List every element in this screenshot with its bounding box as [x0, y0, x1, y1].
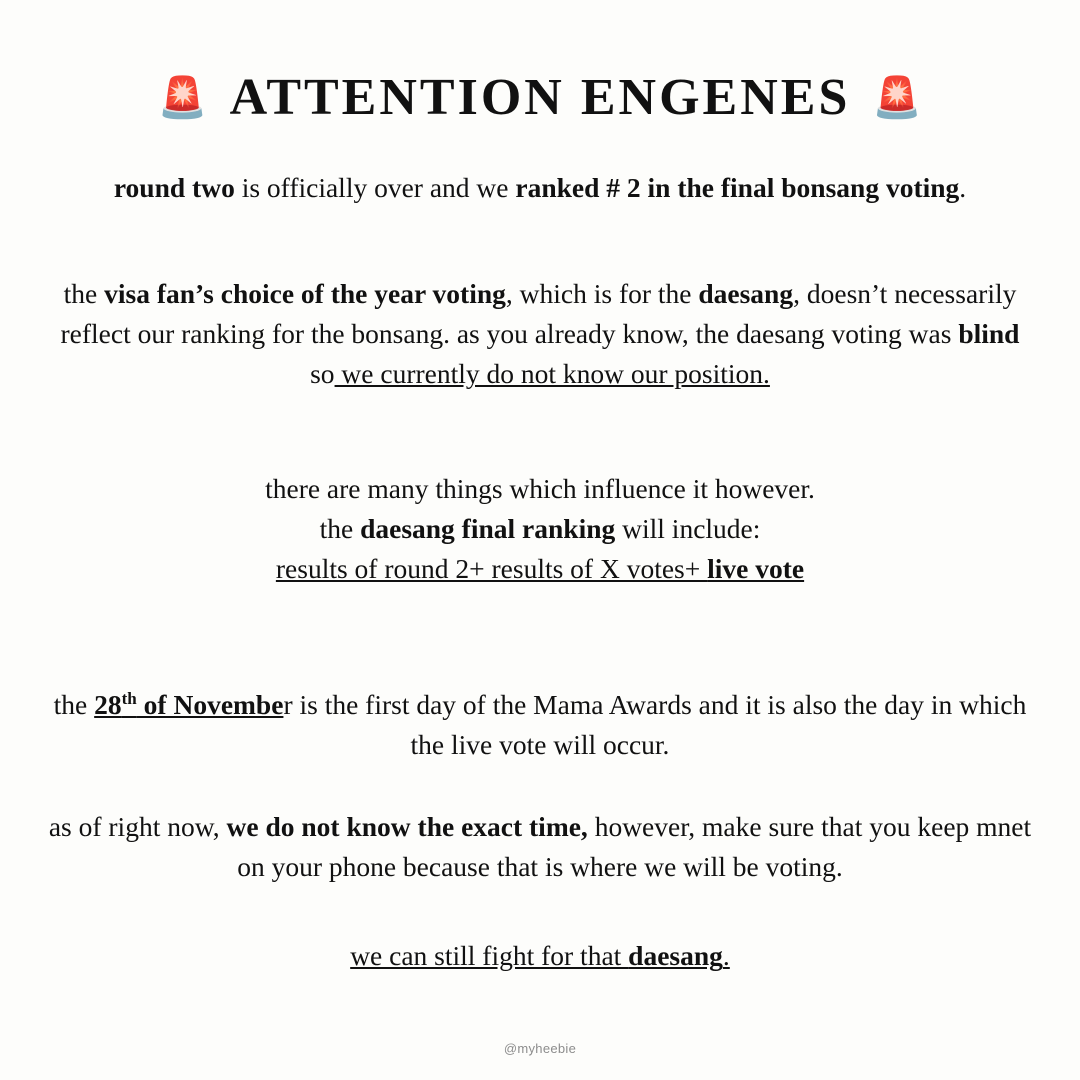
paragraph-closing-underline	[350, 940, 730, 971]
paragraph-visa-voting	[18, 274, 1062, 394]
footer-handle: @myheebie	[503, 1041, 577, 1056]
siren-light-icon-left: 🚨	[157, 75, 208, 120]
paragraph-ranking-factors	[46, 469, 1034, 589]
paragraph-visa-text-1: the	[63, 278, 105, 310]
paragraph-result-bold-rank: ranked # 2 in the final bonsang voting	[515, 172, 960, 203]
paragraph-closing-bold-daesang: daesang	[628, 939, 723, 971]
paragraph-result-bold-round-two: round two	[113, 172, 235, 203]
paragraph-date	[24, 685, 1056, 765]
page-title: ATTENTION ENGENES	[229, 69, 851, 126]
ranking-line-3	[46, 549, 1034, 589]
ranking-line-2-text-1: the	[319, 512, 361, 544]
paragraph-visa-text-3: , doesn’t necessarily reflect our ranking for the bonsang. as you already know, the daesang voting was	[60, 278, 1017, 350]
title-row	[157, 69, 923, 126]
paragraph-date-bold-underline	[94, 689, 283, 720]
paragraph-date-day: 28	[94, 688, 122, 720]
paragraph-result-text-2: .	[959, 172, 967, 203]
paragraph-visa-bold-blind: blind	[958, 318, 1020, 350]
paragraph-visa-text-2: , which is for the	[505, 278, 699, 310]
paragraph-visa-underline-position: we currently do not know our position.	[334, 358, 770, 390]
paragraph-time-bold: we do not know the exact time,	[226, 811, 588, 843]
paragraph-date-text-1: the	[53, 688, 95, 720]
paragraph-result-text-1: is officially over and we	[234, 172, 516, 203]
paragraph-result	[46, 168, 1034, 208]
paragraph-visa-bold-visa: visa fan’s choice of the year voting	[104, 278, 506, 310]
ranking-line-3-bold-live-vote: live vote	[707, 552, 805, 584]
paragraph-closing-end: .	[722, 939, 730, 971]
paragraph-date-month: of Novembe	[136, 688, 284, 720]
paragraph-visa-text-4: so	[310, 358, 335, 390]
paragraph-date-text-2: r is the first day of the Mama Awards and it is also the day in which the live vote will occur.	[283, 688, 1027, 761]
ranking-line-1: there are many things which influence it however.	[265, 472, 815, 504]
paragraph-visa-bold-daesang: daesang	[698, 278, 794, 310]
paragraph-time-text-2: however, make sure that you keep mnet on your phone because that is where we will be voting.	[237, 811, 1032, 883]
paragraph-time-text-1: as of right now,	[48, 811, 227, 843]
paragraph-closing-text: we can still fight for that	[350, 939, 629, 971]
ranking-line-2-text-2: will include:	[615, 512, 761, 544]
siren-light-icon-right: 🚨	[872, 75, 923, 120]
ranking-line-2-bold: daesang final ranking	[360, 512, 616, 544]
paragraph-date-ordinal: th	[121, 688, 137, 708]
paragraph-time-unknown	[18, 807, 1062, 887]
ranking-line-2	[46, 509, 1034, 549]
ranking-line-3-text: results of round 2+ results of X votes+	[275, 552, 708, 584]
paragraph-closing	[46, 936, 1034, 976]
